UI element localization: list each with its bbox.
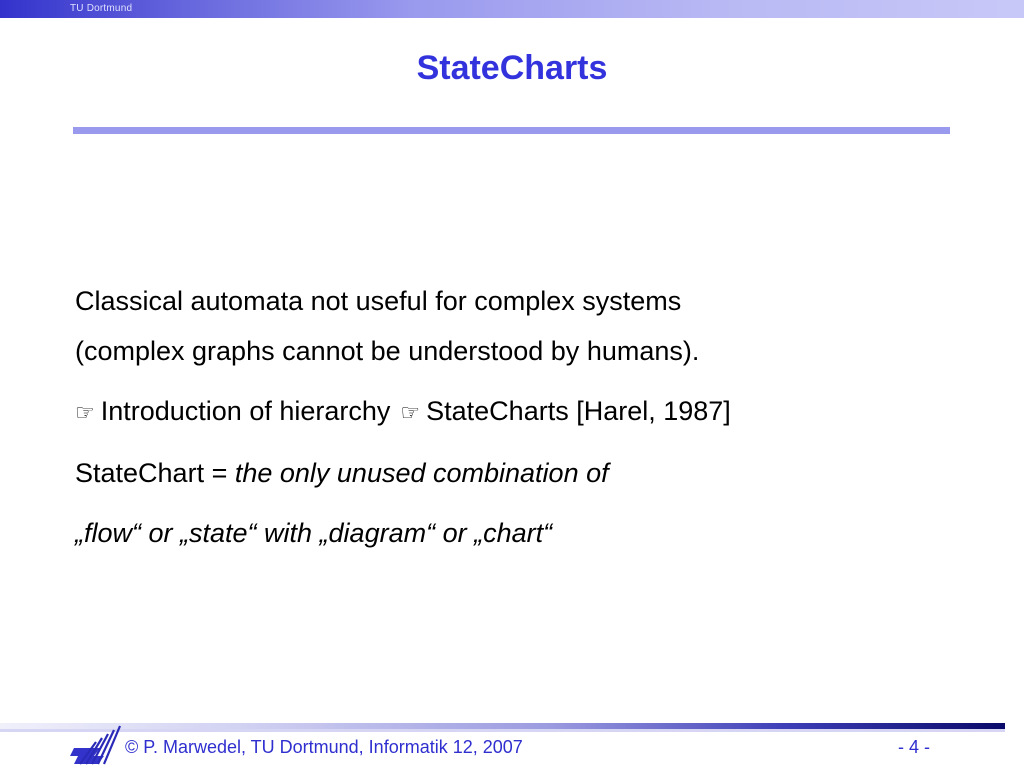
body-line-4 bbox=[75, 448, 975, 498]
footer-band bbox=[0, 723, 1005, 729]
header-band bbox=[0, 0, 1024, 18]
flow-state-diagram-chart-text: „flow“ or „state“ with „diagram“ or „chart“ bbox=[75, 518, 553, 548]
pointing-hand-icon: ☞ bbox=[75, 400, 95, 425]
statechart-definition-label: StateChart = bbox=[75, 458, 235, 488]
footer-copyright: © P. Marwedel, TU Dortmund, Informatik 12, 2007 bbox=[125, 737, 523, 757]
statechart-definition-text: the only unused combination of bbox=[234, 458, 609, 488]
slide-title: StateCharts bbox=[416, 49, 608, 87]
university-logo-icon bbox=[70, 722, 124, 768]
institution-label: TU Dortmund bbox=[70, 3, 133, 14]
body-line-1: Classical automata not useful for complex systems bbox=[75, 286, 682, 316]
title-divider bbox=[73, 127, 950, 134]
body-line-2: (complex graphs cannot be understood by humans). bbox=[75, 336, 700, 366]
pointing-hand-icon: ☞ bbox=[400, 400, 421, 425]
statecharts-reference: StateCharts [Harel, 1987] bbox=[426, 396, 731, 426]
body-line-5 bbox=[75, 508, 975, 558]
slide-body bbox=[75, 276, 975, 558]
hierarchy-text: Introduction of hierarchy bbox=[100, 396, 391, 426]
page-number: - 4 - bbox=[898, 737, 931, 757]
body-line-3 bbox=[75, 386, 975, 438]
